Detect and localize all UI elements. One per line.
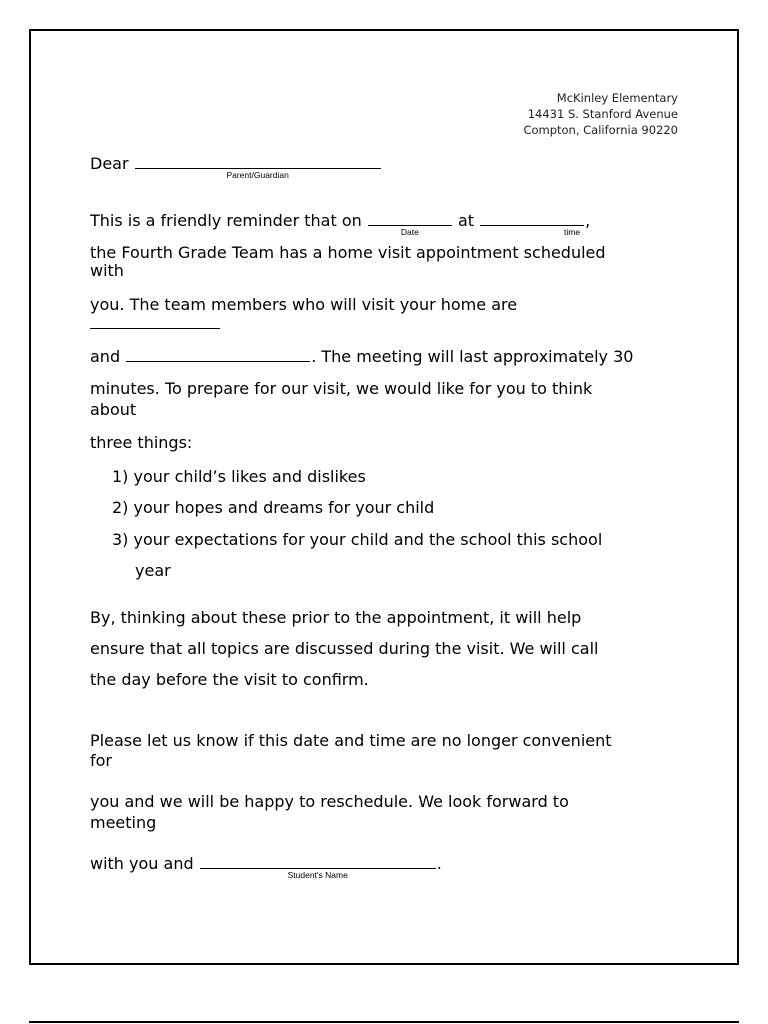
meeting-duration-text: . The meeting will last approximately 30 bbox=[311, 347, 634, 366]
list-item-3: 3) your expectations for your child and the school this school bbox=[112, 530, 603, 549]
reminder-line bbox=[90, 211, 591, 237]
paragraph-2-line-2: ensure that all topics are discussed during the visit. We will call bbox=[90, 639, 599, 658]
closing-line bbox=[90, 854, 442, 880]
team-member-2-blank[interactable] bbox=[126, 347, 310, 362]
time-caption: time bbox=[564, 227, 581, 237]
salutation-line bbox=[90, 154, 382, 180]
paragraph-1-line-2b: with bbox=[90, 261, 124, 280]
list-item-2: 2) your hopes and dreams for your child bbox=[112, 498, 435, 517]
paragraph-1-line-5b: about bbox=[90, 400, 137, 419]
and-text: and bbox=[90, 347, 121, 366]
paragraph-3-line-2a: you and we will be happy to reschedule. We look forward to bbox=[90, 792, 569, 811]
paragraph-3-line-2b: meeting bbox=[90, 813, 157, 832]
school-address bbox=[418, 90, 678, 138]
reminder-text: This is a friendly reminder that on bbox=[90, 211, 362, 230]
at-text: at bbox=[457, 211, 475, 230]
time-blank[interactable] bbox=[480, 211, 584, 237]
list-item-1: 1) your child’s likes and dislikes bbox=[112, 467, 366, 486]
school-city: Compton, California 90220 bbox=[523, 123, 678, 137]
school-street: 14431 S. Stanford Avenue bbox=[527, 107, 678, 121]
student-name-blank[interactable] bbox=[200, 854, 436, 880]
date-caption: Date bbox=[400, 227, 419, 237]
list-item-3-continued: year bbox=[135, 561, 171, 580]
paragraph-2-line-3: the day before the visit to confirm. bbox=[90, 670, 369, 689]
parent-guardian-caption: Parent/Guardian bbox=[226, 170, 289, 180]
team-member-1-line bbox=[90, 314, 221, 333]
team-member-2-line bbox=[90, 347, 633, 366]
period-text: . bbox=[436, 854, 442, 873]
salutation: Dear bbox=[90, 154, 129, 173]
comma-text: , bbox=[585, 211, 591, 230]
paragraph-1-line-6: three things: bbox=[90, 433, 193, 452]
bottom-rule bbox=[29, 1021, 739, 1023]
paragraph-2-line-1: By, thinking about these prior to the appointment, it will help bbox=[90, 608, 582, 627]
date-blank[interactable] bbox=[368, 211, 452, 237]
student-name-caption: Student's Name bbox=[287, 870, 348, 880]
paragraph-1-line-3a: you. The team members who will visit your home are bbox=[90, 295, 518, 314]
school-name: McKinley Elementary bbox=[556, 91, 678, 105]
paragraph-3-line-1a: Please let us know if this date and time are no longer convenient bbox=[90, 731, 612, 750]
paragraph-3-line-1b: for bbox=[90, 751, 112, 770]
paragraph-1-line-2a: the Fourth Grade Team has a home visit appointment scheduled bbox=[90, 243, 606, 262]
parent-guardian-blank[interactable] bbox=[135, 154, 381, 180]
with-you-text: with you and bbox=[90, 854, 194, 873]
paragraph-1-line-5a: minutes. To prepare for our visit, we would like for you to think bbox=[90, 379, 593, 398]
team-member-1-blank[interactable] bbox=[90, 314, 220, 329]
